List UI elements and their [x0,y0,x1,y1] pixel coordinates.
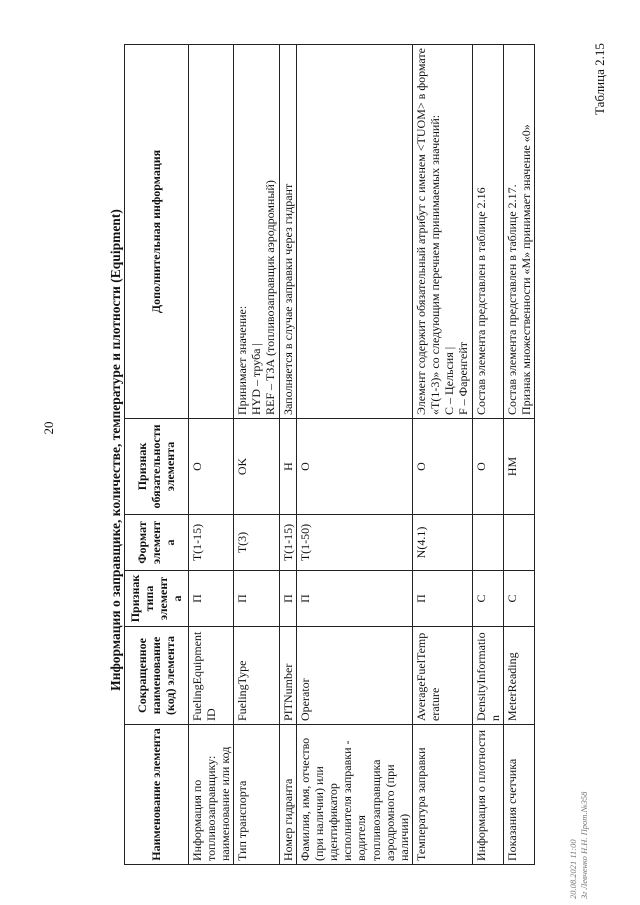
cell-element-type: С [503,571,534,627]
cell-additional-info [472,45,503,419]
cell-additional-info [188,45,233,419]
column-header: Дополнительная информация [125,45,189,419]
cell-element-required: НМ [503,419,534,515]
info-line: Состав элемента представлен в таблице 2.16 [473,187,488,415]
cell-element-required: H [279,419,296,515]
column-header: Признак обязательности элемента [125,419,189,515]
column-header: Признак типа элемента [125,571,189,627]
table-row [472,45,503,865]
cell-element-required: O [188,419,233,515]
table-header-row [125,45,189,865]
cell-element-type: П [412,571,472,627]
cell-element-required: OK [234,419,279,515]
cell-element-format: T(1-50) [296,515,412,571]
info-line: Состав элемента представлен в таблице 2.17. [504,184,519,415]
cell-element-required: O [472,419,503,515]
cell-element-code: AverageFuelTemperature [412,627,472,725]
handwritten-date: 20.08.2021 11:00 [568,839,578,899]
handwritten-note [568,792,589,899]
cell-additional-info [296,45,412,419]
cell-element-code: MeterReading [503,627,534,725]
cell-element-code: DensityInformation [472,627,503,725]
info-line: Признак множественности «M» принимает значение «0» [519,124,534,415]
cell-element-name: Тип транспорта [234,725,279,865]
page-number: 20 [41,421,56,435]
info-line: HYD – труба | [249,343,264,415]
cell-element-format [503,515,534,571]
cell-element-name: Температура заправки [412,725,472,865]
cell-element-code: FuelingType [234,627,279,725]
info-line: REF – ТЗА (топливозаправщик аэродромный) [263,180,278,415]
info-line: Заполняется в случае заправки через гидрант [280,183,295,415]
table-label: Таблица 2.15 [592,43,607,115]
cell-element-type: П [188,571,233,627]
cell-additional-info [503,45,534,419]
table-row [279,45,296,865]
cell-element-name: Фамилия, имя, отчество (при наличии) или идентификатор исполнителя заправки - водителя топливозаправщика аэродромного (при наличии) [296,725,412,865]
table-row [412,45,472,865]
cell-additional-info [412,45,472,419]
cell-element-name: Информация о плотности [472,725,503,865]
cell-additional-info [234,45,279,419]
info-line: Принимает значение: [235,305,250,415]
table-row [234,45,279,865]
table-row [503,45,534,865]
column-header: Формат элемента [125,515,189,571]
cell-element-format: T(1-15) [279,515,296,571]
cell-element-format: T(1-15) [188,515,233,571]
cell-element-type: С [472,571,503,627]
cell-element-code: Operator [296,627,412,725]
cell-element-name: Информация по топливозаправщику: наименование или код [188,725,233,865]
cell-element-type: П [234,571,279,627]
equipment-table [124,44,535,865]
cell-element-name: Показания счетчика [503,725,534,865]
info-line: C – Цельсия | [442,346,457,415]
table-row [296,45,412,865]
table-title: Информация о заправщике, количестве, температуре и плотности (Equipment) [108,209,123,691]
cell-element-required: O [412,419,472,515]
info-line: F – Фаренгейт [456,342,471,415]
cell-element-type: П [279,571,296,627]
cell-element-format: T(3) [234,515,279,571]
info-line: Элемент содержит обязательный атрибут с именем <TUOM> в формате «T(1-3)» со следующим перечнем принимаемых значений: [413,47,443,415]
handwritten-signature: Зг Левченко Н.Н. Прот.№358 [578,791,589,899]
table-row [188,45,233,865]
column-header: Сокращенное наименование (код) элемента [125,627,189,725]
cell-additional-info [279,45,296,419]
cell-element-type: П [296,571,412,627]
cell-element-code: FuelingEquipmentID [188,627,233,725]
cell-element-code: PITNumber [279,627,296,725]
cell-element-format: N(4.1) [412,515,472,571]
cell-element-name: Номер гидранта [279,725,296,865]
column-header: Наименование элемента [125,725,189,865]
table-body [188,45,535,865]
cell-element-format [472,515,503,571]
cell-element-required: O [296,419,412,515]
